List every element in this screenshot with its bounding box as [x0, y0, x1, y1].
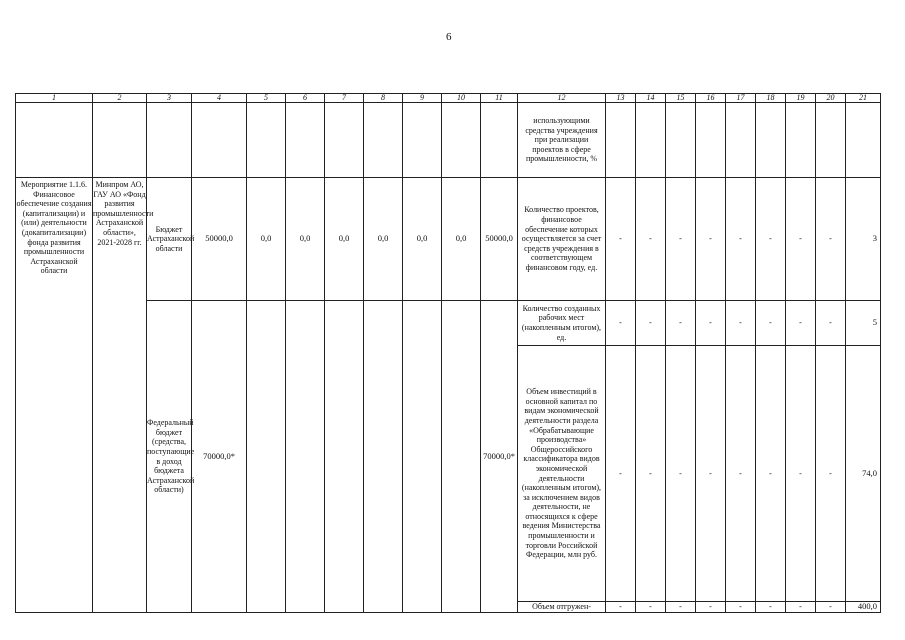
dash-cell: -	[816, 346, 846, 602]
amount-cell: 0,0	[247, 178, 286, 301]
col-header-17: 17	[726, 94, 756, 103]
dash-cell: -	[726, 178, 756, 301]
col-header-13: 13	[606, 94, 636, 103]
dash-cell: -	[786, 301, 816, 346]
amount-cell: 0,0	[364, 178, 403, 301]
col-header-21: 21	[846, 94, 881, 103]
amount-cell: 0,0	[442, 178, 481, 301]
dash-cell: -	[786, 178, 816, 301]
col-header-16: 16	[696, 94, 726, 103]
dash-cell: -	[726, 346, 756, 602]
dash-cell: -	[696, 178, 726, 301]
target-value: 74,0	[846, 346, 881, 602]
dash-cell: -	[756, 602, 786, 613]
col-header-6: 6	[286, 94, 325, 103]
dash-cell: -	[666, 301, 696, 346]
col-header-1: 1	[16, 94, 93, 103]
amount-cell: 0,0	[286, 178, 325, 301]
dash-cell: -	[726, 301, 756, 346]
page-number: 6	[446, 31, 452, 43]
col-header-8: 8	[364, 94, 403, 103]
dash-cell: -	[666, 346, 696, 602]
col-header-4: 4	[192, 94, 247, 103]
col-header-10: 10	[442, 94, 481, 103]
amount-cell: 70000,0*	[481, 301, 518, 613]
dash-cell: -	[696, 602, 726, 613]
col-header-19: 19	[786, 94, 816, 103]
col-header-18: 18	[756, 94, 786, 103]
indicator-cell: Объем отгружен-	[518, 602, 606, 613]
dash-cell: -	[816, 602, 846, 613]
col-header-12: 12	[518, 94, 606, 103]
executor-cell: Минпром АО, ГАУ АО «Фонд развития промышленности Астраханской области», 2021-2028 гг.	[93, 178, 147, 613]
col-header-11: 11	[481, 94, 518, 103]
dash-cell: -	[756, 301, 786, 346]
program-table	[15, 93, 881, 613]
dash-cell: -	[666, 602, 696, 613]
dash-cell: -	[786, 346, 816, 602]
col-header-14: 14	[636, 94, 666, 103]
dash-cell: -	[756, 178, 786, 301]
col-header-2: 2	[93, 94, 147, 103]
target-value: 5	[846, 301, 881, 346]
col-header-9: 9	[403, 94, 442, 103]
indicator-cell: использующими средства учреждения при реализации проектов в сфере промышленности, %	[518, 103, 606, 178]
dash-cell: -	[636, 346, 666, 602]
dash-cell: -	[816, 178, 846, 301]
dash-cell: -	[696, 346, 726, 602]
activity-name: Мероприятие 1.1.6. Финансовое обеспечение создания (капитализации) и (или) деятельности (докапитализации) фонда развития промышленности Астраханской области	[16, 178, 93, 613]
col-header-5: 5	[247, 94, 286, 103]
dash-cell: -	[606, 178, 636, 301]
dash-cell: -	[726, 602, 756, 613]
indicator-cell: Количество созданных рабочих мест (накопленным итогом), ед.	[518, 301, 606, 346]
table-row	[16, 178, 881, 301]
dash-cell: -	[666, 178, 696, 301]
amount-cell: 70000,0*	[192, 301, 247, 613]
dash-cell: -	[756, 346, 786, 602]
amount-cell: 50000,0	[481, 178, 518, 301]
dash-cell: -	[636, 178, 666, 301]
dash-cell: -	[636, 602, 666, 613]
amount-cell: 0,0	[403, 178, 442, 301]
dash-cell: -	[696, 301, 726, 346]
col-header-15: 15	[666, 94, 696, 103]
table-row	[16, 103, 881, 178]
col-header-7: 7	[325, 94, 364, 103]
dash-cell: -	[786, 602, 816, 613]
dash-cell: -	[606, 346, 636, 602]
header-row	[16, 94, 881, 103]
target-value: 400,0	[846, 602, 881, 613]
indicator-cell: Объем инвестиций в основной капитал по видам экономической деятельности раздела «Обрабатывающие производства» Общероссийского классификатора видов экономической деятельности (накопленным итогом), за исключением видов деятельности, не относящихся к сфере ведения Министерства промышленности и торговли Российской Федерации, млн руб.	[518, 346, 606, 602]
target-value: 3	[846, 178, 881, 301]
amount-cell: 0,0	[325, 178, 364, 301]
indicator-cell: Количество проектов, финансовое обеспечение которых осуществляется за счет средств учреждения в соответствующем финансовом году, ед.	[518, 178, 606, 301]
col-header-20: 20	[816, 94, 846, 103]
dash-cell: -	[606, 301, 636, 346]
dash-cell: -	[816, 301, 846, 346]
funding-source: Бюджет Астраханской области	[147, 178, 192, 301]
col-header-3: 3	[147, 94, 192, 103]
dash-cell: -	[636, 301, 666, 346]
amount-cell: 50000,0	[192, 178, 247, 301]
dash-cell: -	[606, 602, 636, 613]
funding-source: Федеральный бюджет (средства, поступающие в доход бюджета Астраханской области)	[147, 301, 192, 613]
